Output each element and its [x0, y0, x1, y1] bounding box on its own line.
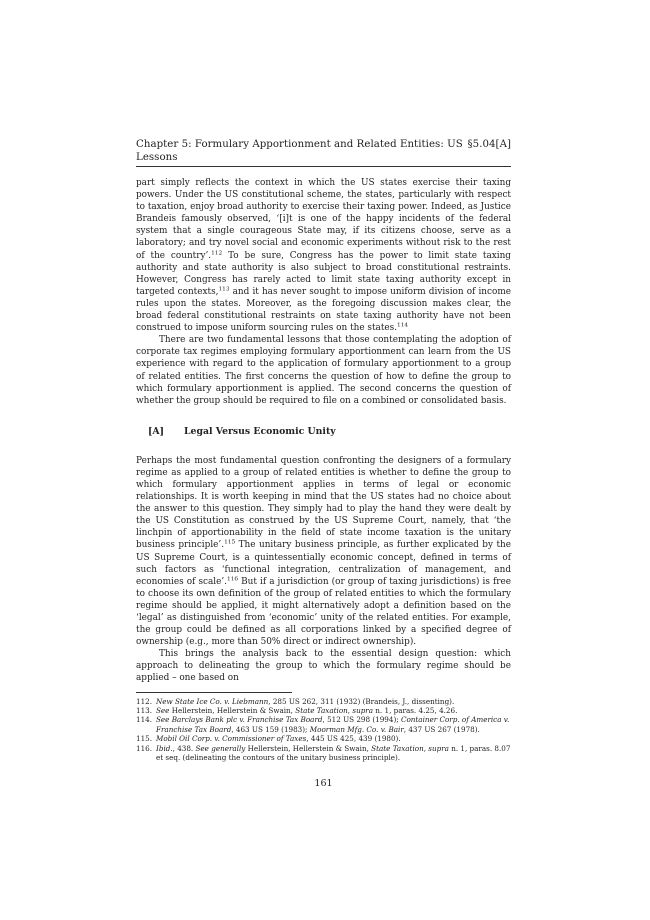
- footnote-text-run: , 437 US 267 (1978).: [403, 724, 480, 734]
- footnote-text-run: Hellerstein, Hellerstein & Swain,: [245, 743, 372, 753]
- page-number: 161: [314, 778, 333, 790]
- body-text: [136, 177, 511, 685]
- footnote-italic-run: New State Ice Co. v. Liebmann: [156, 696, 269, 706]
- footnote-text: [156, 706, 511, 715]
- footnote-number: 114.: [136, 715, 153, 725]
- book-page: [136, 138, 511, 789]
- footnote-ref-116[interactable]: 116: [227, 576, 239, 583]
- footnote-text-run: n. 1, paras. 8.07 et seq. (delineating the contours of the unitary business principle).: [156, 743, 511, 762]
- paragraph-4: This brings the analysis back to the essential design question: which approach to delineating the group to which the formulary regime should be applied – one based on: [136, 649, 511, 684]
- footnote-ref-112[interactable]: 112: [211, 250, 223, 257]
- paragraph-3-text-c: But if a jurisdiction (or group of taxing jurisdictions) is free to choose its own definition of the group of related entities to which the formulary regime should be applied, it might alternatively adopt a definition based on the ‘legal’ as distinguished from ‘economic’ unity of the related entities. For example, the group could be defined as all corporations linked by a specified degree of ownership (e.g., more than 50% direct or indirect ownership).: [136, 576, 511, 648]
- paragraph-3-text-b: The unitary business principle, as further explicated by the US Supreme Court, is a quintessentially economic concept, defined in terms of such factors as ‘functional integration, centralization of management, and economies of scale’.: [136, 540, 511, 587]
- paragraph-1-text-b: To be sure, Congress has the power to limit state taxing authority and state authority is also subject to broad constitutional restraints. However, Congress has rarely acted to limit state taxing authority except in targeted contexts,: [136, 250, 511, 297]
- footnote-number: 115.: [136, 734, 153, 744]
- paragraph-2: There are two fundamental lessons that those contemplating the adoption of corporate tax regimes employing formulary apportionment can learn from the US experience with regard to the application of formulary apportionment to a group of related entities. The first concerns the question of how to define the group to which formulary apportionment is applied. The second concerns the question of whether the group should be required to file on a combined or consolidated basis.: [136, 335, 511, 406]
- footnote-separator: [136, 692, 292, 693]
- paragraph-1: [136, 177, 511, 334]
- footnote-text-run: n. 1, paras. 4.25, 4.26.: [373, 705, 458, 715]
- footnote-italic-run: Moorman Mfg. Co. v. Bair: [309, 724, 404, 734]
- footnotes: [136, 697, 511, 763]
- footnote-italic-run: Ibid: [156, 743, 171, 753]
- running-head-section: §5.04[A]: [467, 139, 511, 150]
- paragraph-3-text-a: Perhaps the most fundamental question confronting the designers of a formulary regime as applied to a group of related entities is whether to define the group to which formulary apportionment applies in terms of legal or economic relationships. It is worth keeping in mind that the US states had no choice about the answer to this question. They simply had to play the hand they were dealt by the US Constitution as construed by the US Supreme Court, namely, that ‘the linchpin of apportionability in the field of state income taxation is the unitary business principle’.: [136, 455, 511, 551]
- footnote-number: 112.: [136, 696, 153, 706]
- footnote-text-run: ,: [423, 743, 429, 753]
- footnote-text-run: , 445 US 425, 439 (1980).: [306, 734, 401, 744]
- footnote-number: 116.: [136, 743, 153, 753]
- footnote: [136, 744, 511, 763]
- footnote-italic-run: See Barclays Bank plc v. Franchise Tax Board: [156, 715, 323, 725]
- footnote-italic-run: supra: [352, 705, 374, 715]
- footnote-italic-run: See generally: [195, 743, 246, 753]
- footnote-text-run: , 463 US 159 (1983);: [231, 724, 310, 734]
- section-number: [A]: [148, 425, 165, 437]
- footnote: [136, 697, 511, 706]
- paragraph-3: [136, 455, 511, 649]
- footnote-text-run: , 285 US 262, 311 (1932) (Brandeis, J., dissenting).: [268, 696, 455, 706]
- footnote-text: [156, 697, 511, 706]
- footnote-number: 113.: [136, 705, 153, 715]
- footnote-ref-113[interactable]: 113: [218, 286, 230, 293]
- footnote-ref-114[interactable]: 114: [397, 322, 409, 329]
- footnote: [136, 734, 511, 743]
- footnote: [136, 715, 511, 734]
- footnote-italic-run: Mobil Oil Corp. v. Commissioner of Taxes: [156, 734, 307, 744]
- footnote-italic-run: State Taxation: [295, 705, 348, 715]
- paragraph-1-text-a: part simply reflects the context in which the US states exercise their taxing powers. Under the US constitutional scheme, the states, particularly with respect to taxation, enjoy broad authority to exercise their taxing power. Indeed, as Justice Brandeis famously observed, ‘[i]t is one of the happy incidents of the federal system that a single courageous State may, if its citizens choose, serve as a laboratory; and try novel social and economic experiments without risk to the rest of the country’.: [136, 178, 511, 261]
- footnote-text: [156, 734, 511, 743]
- footnote-italic-run: State Taxation: [371, 743, 424, 753]
- paragraph-1-text-c: and it has never sought to impose uniform division of income rules upon the states. Moreover, as the foregoing discussion makes clear, the broad federal constitutional restraints on state taxing authority have not been construed to impose uniform sourcing rules on the states.: [136, 286, 512, 334]
- footnote-text: [156, 715, 511, 734]
- footnote-italic-run: supra: [428, 743, 449, 753]
- running-head-chapter: Chapter 5: Formulary Apportionment and Related Entities: US Lessons: [136, 139, 463, 163]
- footnote-text: [156, 744, 511, 763]
- footnote: [136, 706, 511, 715]
- footnote-text-run: ., 438.: [170, 743, 196, 753]
- running-head: [136, 138, 511, 167]
- footnote-text-run: , 512 US 298 (1994);: [322, 715, 401, 725]
- footnote-text-run: Hellerstein, Hellerstein & Swain,: [169, 705, 296, 715]
- section-title: Legal Versus Economic Unity: [184, 425, 336, 437]
- footnote-text-run: ,: [347, 705, 353, 715]
- footnote-italic-run: See: [156, 705, 170, 715]
- section-heading: [136, 426, 511, 438]
- footnote-italic-run: Container Corp. of America v. Franchise Tax Board: [156, 715, 510, 734]
- footnote-ref-115[interactable]: 115: [224, 539, 236, 546]
